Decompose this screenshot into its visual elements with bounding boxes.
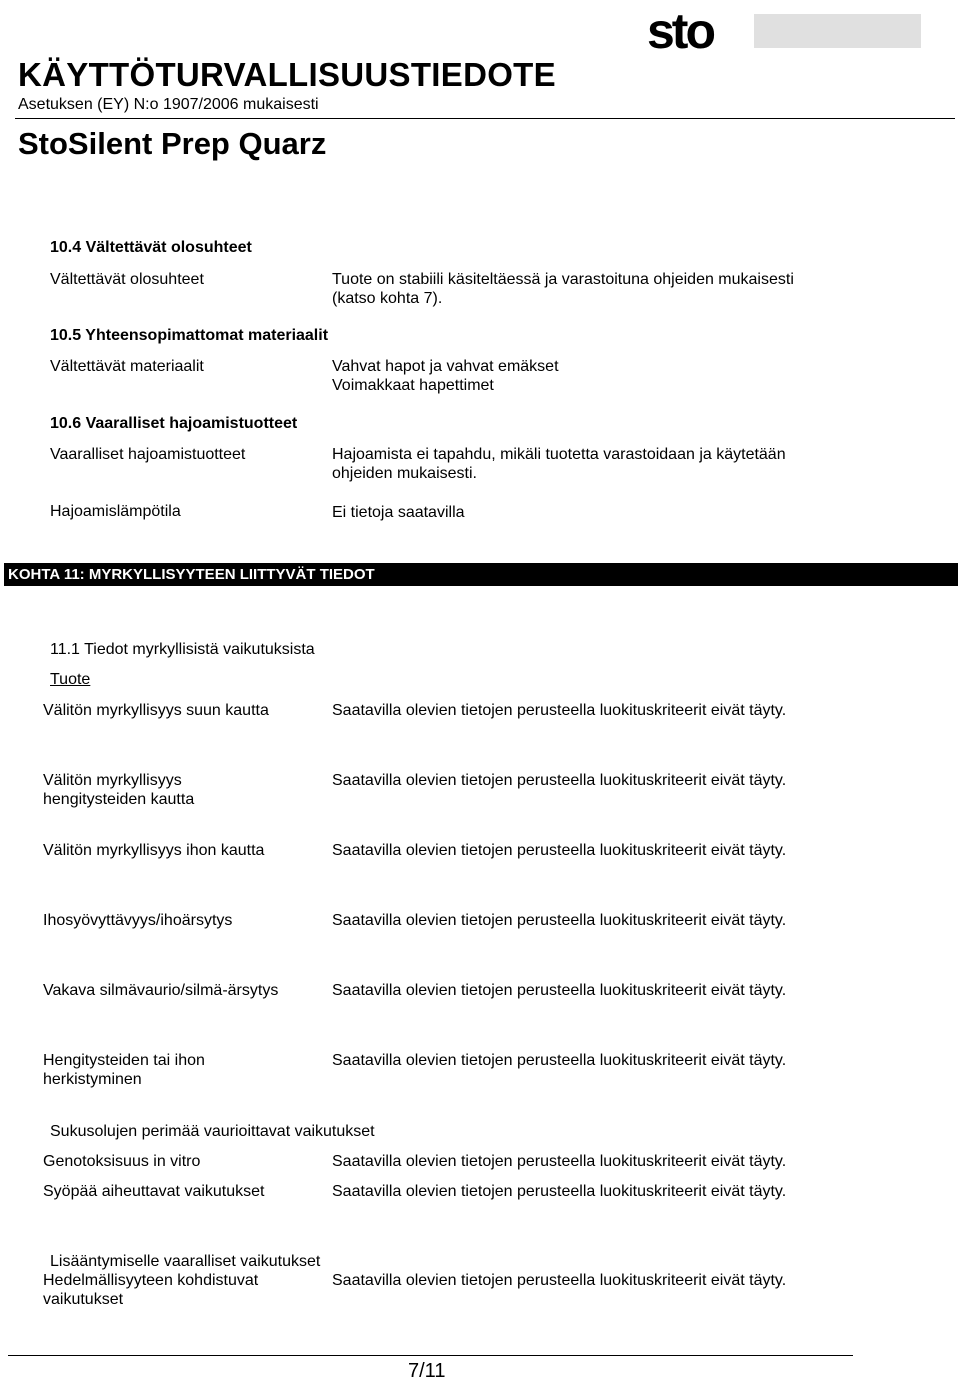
value-genotoxicity: Saatavilla olevien tietojen perusteella luokituskriteerit eivät täyty. [332, 1153, 787, 1170]
label-dermal-toxicity: Välitön myrkyllisyys ihon kautta [43, 842, 265, 859]
value-fertility: Saatavilla olevien tietojen perusteella luokituskriteerit eivät täyty. [332, 1272, 787, 1289]
section-11-title: KOHTA 11: MYRKYLLISYYTEEN LIITTYVÄT TIEDOT [8, 566, 375, 583]
heading-11-1: 11.1 Tiedot myrkyllisistä vaikutuksista [50, 641, 315, 658]
value-eye-damage: Saatavilla olevien tietojen perusteella luokituskriteerit eivät täyty. [332, 982, 787, 999]
value-avoid-conditions-1: Tuote on stabiili käsiteltäessä ja varastoituna ohjeiden mukaisesti [332, 271, 794, 288]
heading-10-6: 10.6 Vaaralliset hajoamistuotteet [50, 415, 298, 432]
label-inhalation-toxicity-1: Välitön myrkyllisyys [43, 772, 182, 789]
label-inhalation-toxicity-2: hengitysteiden kautta [43, 791, 195, 808]
label-eye-damage: Vakava silmävaurio/silmä-ärsytys [43, 982, 279, 999]
logo-grey-bar [754, 14, 921, 48]
regulation-subtitle: Asetuksen (EY) N:o 1907/2006 mukaisesti [18, 96, 319, 113]
section-11-bar [4, 563, 958, 586]
label-avoid-conditions: Vältettävät olosuhteet [50, 271, 204, 288]
product-subheading: Tuote [50, 671, 91, 688]
value-carcinogenicity: Saatavilla olevien tietojen perusteella luokituskriteerit eivät täyty. [332, 1183, 787, 1200]
value-hazardous-decomposition-2: ohjeiden mukaisesti. [332, 465, 477, 482]
label-avoid-materials: Vältettävät materiaalit [50, 358, 204, 375]
header-divider [15, 118, 955, 119]
value-dermal-toxicity: Saatavilla olevien tietojen perusteella luokituskriteerit eivät täyty. [332, 842, 787, 859]
label-sensitisation-2: herkistyminen [43, 1071, 142, 1088]
label-oral-toxicity: Välitön myrkyllisyys suun kautta [43, 702, 269, 719]
label-carcinogenicity: Syöpää aiheuttavat vaikutukset [43, 1183, 265, 1200]
footer-divider [8, 1355, 853, 1356]
value-skin-corrosion: Saatavilla olevien tietojen perusteella luokituskriteerit eivät täyty. [332, 912, 787, 929]
label-sensitisation-1: Hengitysteiden tai ihon [43, 1052, 205, 1069]
value-decomposition-temperature: Ei tietoja saatavilla [332, 504, 465, 521]
product-name: StoSilent Prep Quarz [18, 126, 327, 161]
value-avoid-conditions-2: (katso kohta 7). [332, 290, 443, 307]
germ-cell-subheading: Sukusolujen perimää vaurioittavat vaikutukset [50, 1123, 375, 1140]
sto-logo [645, 4, 740, 54]
value-sensitisation: Saatavilla olevien tietojen perusteella luokituskriteerit eivät täyty. [332, 1052, 787, 1069]
heading-10-5: 10.5 Yhteensopimattomat materiaalit [50, 327, 329, 344]
label-skin-corrosion: Ihosyövyttävyys/ihoärsytys [43, 912, 233, 929]
logo-wordmark: sto [647, 4, 713, 54]
label-genotoxicity: Genotoksisuus in vitro [43, 1153, 201, 1170]
label-fertility-1: Hedelmällisyyteen kohdistuvat [43, 1272, 259, 1289]
label-fertility-2: vaikutukset [43, 1291, 124, 1308]
document-title: KÄYTTÖTURVALLISUUSTIEDOTE [18, 56, 556, 93]
label-hazardous-decomposition: Vaaralliset hajoamistuotteet [50, 446, 246, 463]
reproductive-subheading: Lisääntymiselle vaaralliset vaikutukset [50, 1253, 321, 1270]
value-avoid-materials-2: Voimakkaat hapettimet [332, 377, 494, 394]
heading-10-4: 10.4 Vältettävät olosuhteet [50, 239, 252, 256]
page-number: 7/11 [408, 1360, 446, 1382]
label-decomposition-temperature: Hajoamislämpötila [50, 503, 181, 520]
value-avoid-materials-1: Vahvat hapot ja vahvat emäkset [332, 358, 559, 375]
value-oral-toxicity: Saatavilla olevien tietojen perusteella luokituskriteerit eivät täyty. [332, 702, 787, 719]
value-inhalation-toxicity: Saatavilla olevien tietojen perusteella luokituskriteerit eivät täyty. [332, 772, 787, 789]
value-hazardous-decomposition-1: Hajoamista ei tapahdu, mikäli tuotetta varastoidaan ja käytetään [332, 446, 786, 463]
